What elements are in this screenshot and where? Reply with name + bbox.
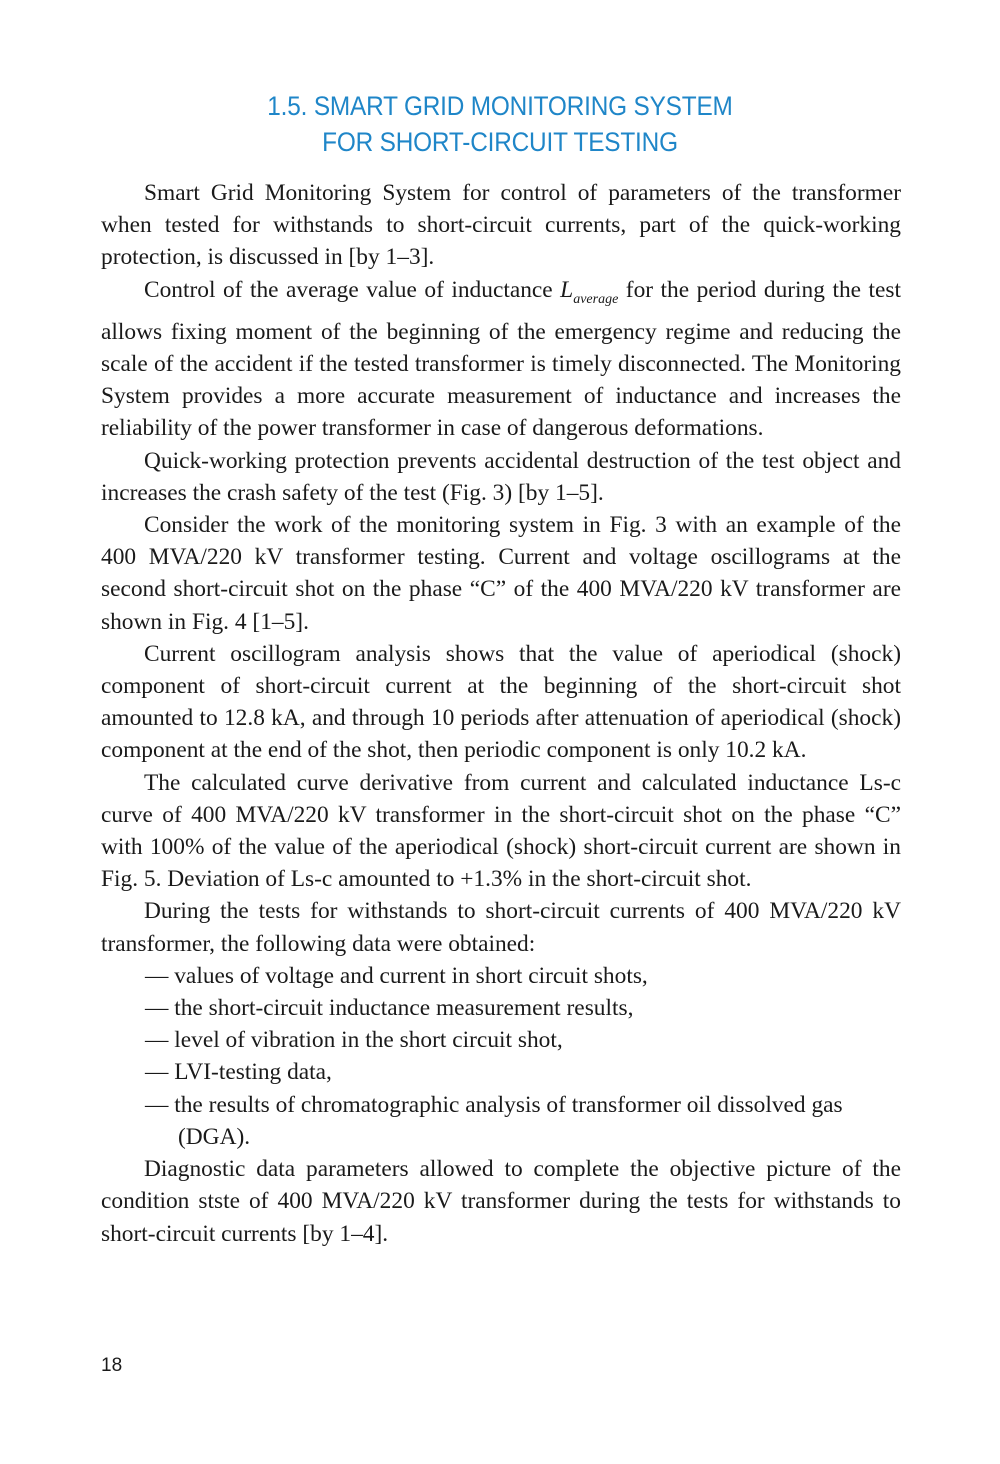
paragraph-5: Current oscillogram analysis shows that the value of aperiodical (shock) component of short-circuit current at the beginning of the short-circuit shot amounted to 12.8 kA, and through 10 periods after attenuation of aperiodical (shock) component at the end of the shot, then periodic component is only 10.2 kA.	[101, 640, 901, 764]
list-item: — values of voltage and current in short circuit shots,	[145, 962, 648, 989]
list-item: — the results of chromatographic analysis of transformer oil dissolved gas (DGA).	[145, 1091, 843, 1150]
section-heading	[40, 88, 960, 160]
paragraph-3: Quick-working protection prevents accidental destruction of the test object and increases the crash safety of the test (Fig. 3) [by 1–5].	[101, 447, 901, 506]
page-number: 18	[101, 1355, 123, 1376]
paragraph-4: Consider the work of the monitoring system in Fig. 3 with an example of the 400 MVA/220 kV transformer testing. Current and voltage oscillograms at the second short-circuit shot on the phase “C” of the 400 MVA/220 kV transformer are shown in Fig. 4 [1–5].	[101, 512, 901, 635]
paragraph-6: The calculated curve derivative from current and calculated inductance Ls-c curve of 400 MVA/220 kV transformer in the short-circuit shot on the phase “C” with 100% of the value of the aperiodical (shock) short-circuit current are shown in Fig. 5. Deviation of Ls-c amounted to +1.3% in the short-circuit shot.	[101, 769, 901, 893]
list-item: — LVI-testing data,	[145, 1059, 332, 1086]
list-item: — the short-circuit inductance measurement results,	[145, 995, 634, 1022]
paragraph-8: Diagnostic data parameters allowed to complete the objective picture of the condition stste of 400 MVA/220 kV transformer during the tests for withstands to short-circuit currents [by 1–4].	[101, 1156, 901, 1247]
paragraph-2-lead: Control of the average value of inductance	[144, 276, 561, 303]
paragraph-1: Smart Grid Monitoring System for control of parameters of the transformer when tested for withstands to short-circuit currents, part of the quick-working protection, is discussed in [by 1–3].	[101, 180, 901, 271]
paragraph-2	[101, 274, 901, 445]
paragraph-2-rest: for the period during the test allows fixing moment of the beginning of the emergency regime and reducing the scale of the accident if the tested transformer is timely disconnected. The Monitoring System provides a more accurate measurement of inductance and increases the reliability of the power transformer in case of dangerous deformations.	[101, 276, 901, 442]
inductance-symbol: L	[560, 276, 574, 303]
paragraph-7: During the tests for withstands to short-circuit currents of 400 MVA/220 kV transformer, the following data were obtained:	[101, 898, 901, 957]
list-item: — level of vibration in the short circuit shot,	[145, 1027, 563, 1054]
heading-line-2: FOR SHORT-CIRCUIT TESTING	[322, 127, 678, 157]
inductance-subscript: average	[573, 291, 619, 307]
heading-line-1: 1.5. SMART GRID MONITORING SYSTEM	[267, 91, 733, 121]
body-text	[101, 177, 901, 1250]
